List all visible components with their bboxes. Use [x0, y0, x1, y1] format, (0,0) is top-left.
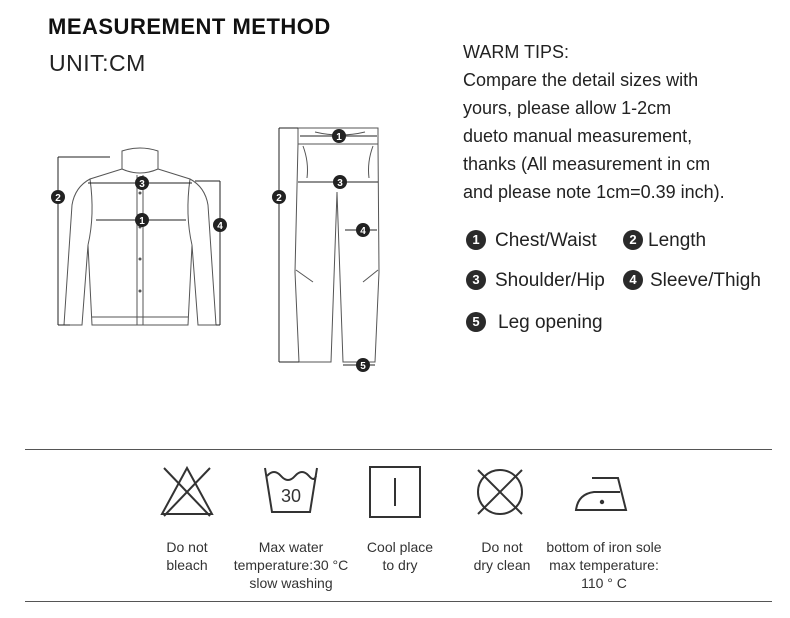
- wash-30-icon: [262, 464, 320, 518]
- no-dry-clean-icon: [472, 464, 528, 520]
- legend-number: 2: [623, 230, 643, 250]
- marker-5: [356, 358, 370, 372]
- svg-text:1: 1: [336, 132, 342, 143]
- svg-text:3: 3: [337, 178, 343, 189]
- marker-1: [135, 213, 149, 227]
- legend-item-chest-waist: [466, 230, 597, 252]
- warm-tips-heading: WARM TIPS:: [463, 42, 570, 62]
- marker-2: [51, 190, 65, 204]
- legend-label: Chest/Waist: [495, 230, 597, 251]
- legend-label: Sleeve/Thigh: [650, 270, 761, 291]
- legend-number: 1: [466, 230, 486, 250]
- legend-label: Leg opening: [498, 312, 603, 333]
- care-label-drying: Cool place to dry: [366, 539, 434, 573]
- legend-number: 4: [623, 270, 643, 290]
- marker-2: [272, 190, 286, 204]
- legend-item-leg-opening: [466, 312, 603, 334]
- marker-4: [356, 223, 370, 237]
- unit-label: UNIT:CM: [49, 50, 146, 76]
- svg-text:4: 4: [360, 226, 366, 237]
- top-divider: [25, 449, 772, 450]
- legend-item-length: [623, 230, 706, 252]
- warm-tips-line: thanks (All measurement in cm: [463, 154, 711, 174]
- line-dry-icon: [367, 464, 423, 520]
- warm-tips-line: and please note 1cm=0.39 inch).: [463, 182, 725, 202]
- svg-text:4: 4: [217, 221, 223, 232]
- bottom-divider: [25, 601, 772, 602]
- svg-text:2: 2: [276, 193, 282, 204]
- care-label-washing: Max water temperature:30 °C slow washing: [233, 539, 349, 591]
- marker-3: [333, 175, 347, 189]
- svg-text:1: 1: [139, 216, 145, 227]
- care-label-ironing: bottom of iron sole max temperature: 110 ° C: [546, 539, 662, 591]
- pants-diagram: [265, 122, 395, 377]
- legend-item-sleeve-thigh: [623, 270, 761, 292]
- iron-icon: [572, 470, 634, 516]
- warm-tips-line: yours, please allow 1-2cm: [463, 98, 672, 118]
- marker-3: [135, 176, 149, 190]
- legend-number: 3: [466, 270, 486, 290]
- care-label-bleach: Do not bleach: [166, 539, 208, 573]
- no-bleach-icon: [158, 462, 216, 520]
- care-label-dry-clean: Do not dry clean: [473, 539, 531, 573]
- svg-text:3: 3: [139, 179, 145, 190]
- legend-item-shoulder-hip: [466, 270, 605, 292]
- svg-text:2: 2: [55, 193, 61, 204]
- wash-temperature-text: 30: [280, 486, 302, 506]
- marker-1: [332, 129, 346, 143]
- page-title: MEASUREMENT METHOD: [48, 14, 331, 39]
- svg-text:5: 5: [360, 361, 366, 372]
- warm-tips: [463, 38, 783, 206]
- legend-number: 5: [466, 312, 486, 332]
- marker-4: [213, 218, 227, 232]
- jacket-diagram: [40, 135, 240, 335]
- legend-label: Shoulder/Hip: [495, 270, 605, 291]
- warm-tips-line: dueto manual measurement,: [463, 126, 693, 146]
- warm-tips-line: Compare the detail sizes with: [463, 70, 699, 90]
- legend-label: Length: [648, 230, 707, 251]
